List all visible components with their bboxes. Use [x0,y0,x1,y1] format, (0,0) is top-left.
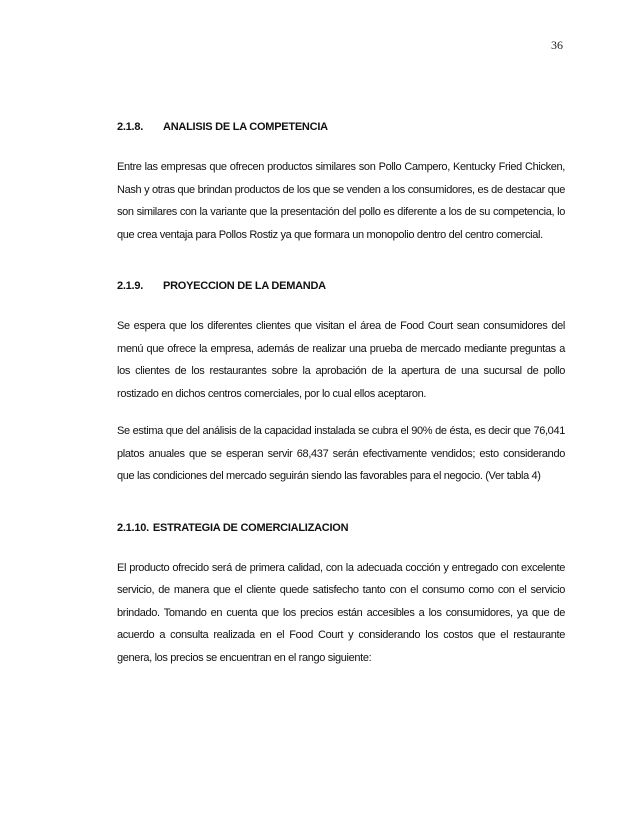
paragraph-competencia: Entre las empresas que ofrecen productos similares son Pollo Campero, Kentucky Fried Chicken, Nash y otras que brindan productos de los que se venden a los consumidores, es de destacar que son similares con la variante que la presentación del pollo es diferente a los de su competencia, lo que crea ventaja para Pollos Rostiz ya que formara un monopolio dentro del centro comercial. [117,161,565,241]
section-title: PROYECCION DE LA DEMANDA [163,280,326,292]
section-heading-analisis-competencia [117,119,565,135]
section-heading-proyeccion-demanda [117,278,565,294]
section-number: 2.1.8. [117,121,144,133]
paragraph-estrategia: El producto ofrecido será de primera calidad, con la adecuada cocción y entregado con excelente servicio, de manera que el cliente quede satisfecho tanto con el consumo como con el servicio brindado. Tomando en cuenta que los precios están accesibles a los consumidores, ya que de acuerdo a consulta realizada en el Food Court y considerando los costos que el restaurante genera, los precios se encuentran en el rango siguiente: [117,561,565,664]
section-number: 2.1.10. [117,521,149,534]
page-number: 36 [551,38,563,52]
paragraph-demanda-capacidad: Se estima que del análisis de la capacidad instalada se cubra el 90% de ésta, es decir que 76,041 platos anuales que se esperan servir 68,437 serán efectivamente vendidos; esto considerando que las condiciones del mercado seguirán siendo las favorables para el negocio. (Ver tabla 4) [117,425,565,482]
document-body [117,119,565,669]
section-title: ESTRATEGIA DE COMERCIALIZACION [152,521,349,534]
section-number: 2.1.9. [117,280,144,292]
paragraph-demanda-clientes: Se espera que los diferentes clientes que visitan el área de Food Court sean consumidores del menú que ofrece la empresa, además de realizar una prueba de mercado mediante preguntas a los clientes de los restaurantes sobre la aprobación de la apertura de una sucursal de pollo rostizado en dichos centros comerciales, por lo cual ellos aceptaron. [117,320,565,400]
section-heading-estrategia-comercializacion [117,520,565,536]
section-title: ANALISIS DE LA COMPETENCIA [163,121,328,133]
